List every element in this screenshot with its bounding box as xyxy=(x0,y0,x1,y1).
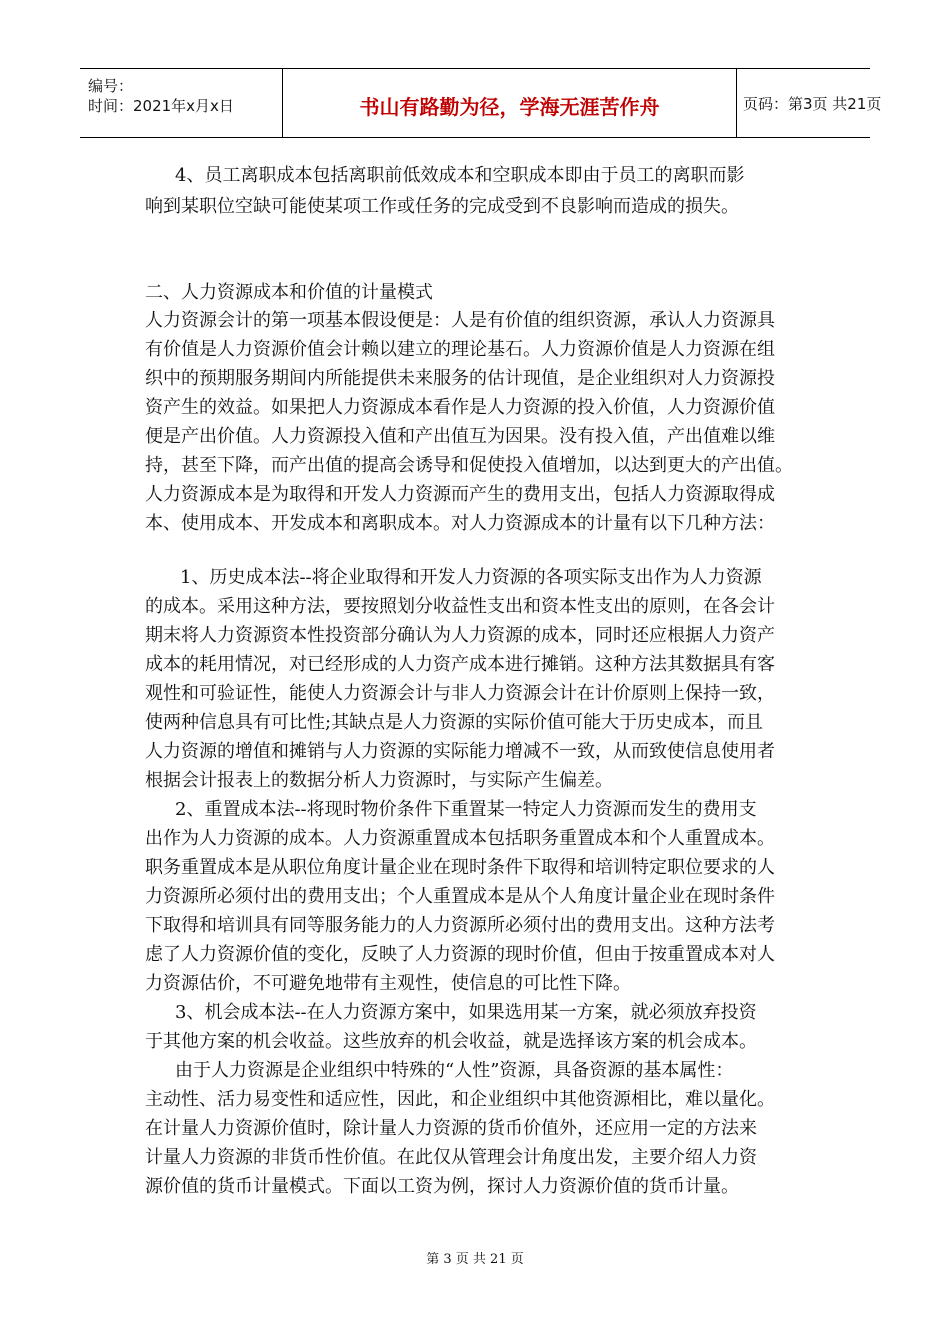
text-line: 主动性、活力易变性和适应性，因此，和企业组织中其他资源相比，难以量化。 xyxy=(145,1089,775,1110)
header-page-info: 页码：第3页 共21页 xyxy=(743,95,882,113)
text-line: 4、员工离职成本包括离职前低效成本和空职成本即由于员工的离职而影 xyxy=(175,165,745,186)
text-line: 人力资源的增值和摊销与人力资源的实际能力增减不一致，从而致使信息使用者 xyxy=(145,741,775,762)
text-line: 使两种信息具有可比性;其缺点是人力资源的实际价值可能大于历史成本，而且 xyxy=(145,712,764,733)
text-line: 持，甚至下降，而产出值的提高会诱导和促使投入值增加，以达到更大的产出值。 xyxy=(145,455,793,476)
text-line: 出作为人力资源的成本。人力资源重置成本包括职务重置成本和个人重置成本。 xyxy=(145,828,775,849)
text-line: 计量人力资源的非货币性价值。在此仅从管理会计角度出发，主要介绍人力资 xyxy=(145,1147,757,1168)
text-line: 下取得和培训具有同等服务能力的人力资源所必须付出的费用支出。这种方法考 xyxy=(145,915,775,936)
text-line: 虑了人力资源价值的变化，反映了人力资源的现时价值，但由于按重置成本对人 xyxy=(145,944,775,965)
text-line: 源价值的货币计量模式。下面以工资为例，探讨人力资源价值的货币计量。 xyxy=(145,1176,739,1197)
text-line: 人力资源成本是为取得和开发人力资源而产生的费用支出，包括人力资源取得成 xyxy=(145,484,775,505)
text-line: 有价值是人力资源价值会计赖以建立的理论基石。人力资源价值是人力资源在组 xyxy=(145,339,775,360)
text-line: 资产生的效益。如果把人力资源成本看作是人力资源的投入价值，人力资源价值 xyxy=(145,397,775,418)
text-line: 根据会计报表上的数据分析人力资源时，与实际产生偏差。 xyxy=(145,770,613,791)
header-motto-cell xyxy=(282,69,737,137)
text-line: 3、机会成本法--在人力资源方案中，如果选用某一方案，就必须放弃投资 xyxy=(175,1002,757,1023)
text-line: 1、历史成本法--将企业取得和开发人力资源的各项实际支出作为人力资源 xyxy=(180,567,762,588)
text-line: 在计量人力资源价值时，除计量人力资源的货币价值外，还应用一定的方法来 xyxy=(145,1118,757,1139)
text-line: 由于人力资源是企业组织中特殊的“人性”资源，具备资源的基本属性： xyxy=(175,1060,734,1081)
doc-number-label: 编号： xyxy=(88,77,134,95)
text-line: 织中的预期服务期间内所能提供未来服务的估计现值，是企业组织对人力资源投 xyxy=(145,368,775,389)
text-line: 职务重置成本是从职位角度计量企业在现时条件下取得和培训特定职位要求的人 xyxy=(145,857,775,878)
page-header xyxy=(80,68,882,138)
text-line: 便是产出价值。人力资源投入值和产出值互为因果。没有投入值，产出值难以维 xyxy=(145,426,775,447)
text-line: 本、使用成本、开发成本和离职成本。对人力资源成本的计量有以下几种方法： xyxy=(145,513,775,534)
text-line: 力资源估价，不可避免地带有主观性，使信息的可比性下降。 xyxy=(145,973,631,994)
text-line: 于其他方案的机会收益。这些放弃的机会收益，就是选择该方案的机会成本。 xyxy=(145,1031,757,1052)
header-motto: 书山有路勤为径，学海无涯苦作舟 xyxy=(359,95,660,119)
text-line: 期末将人力资源资本性投资部分确认为人力资源的成本，同时还应根据人力资产 xyxy=(145,625,775,646)
text-line: 2、重置成本法--将现时物价条件下重置某一特定人力资源而发生的费用支 xyxy=(175,799,757,820)
header-meta xyxy=(80,69,282,137)
text-line: 力资源所必须付出的费用支出；个人重置成本是从个人角度计量企业在现时条件 xyxy=(145,886,775,907)
text-line: 人力资源会计的第一项基本假设便是：人是有价值的组织资源，承认人力资源具 xyxy=(145,310,775,331)
section-heading: 二、人力资源成本和价值的计量模式 xyxy=(145,282,433,303)
text-line: 成本的耗用情况，对已经形成的人力资产成本进行摊销。这种方法其数据具有客 xyxy=(145,654,775,675)
page-footer: 第 3 页 共 21 页 xyxy=(426,1252,524,1267)
text-line: 的成本。采用这种方法，要按照划分收益性支出和资本性支出的原则，在各会计 xyxy=(145,596,775,617)
doc-date-label: 时间：2021年x月x日 xyxy=(88,97,234,115)
text-line: 响到某职位空缺可能使某项工作或任务的完成受到不良影响而造成的损失。 xyxy=(145,196,739,217)
text-line: 观性和可验证性，能使人力资源会计与非人力资源会计在计价原则上保持一致， xyxy=(145,683,775,704)
